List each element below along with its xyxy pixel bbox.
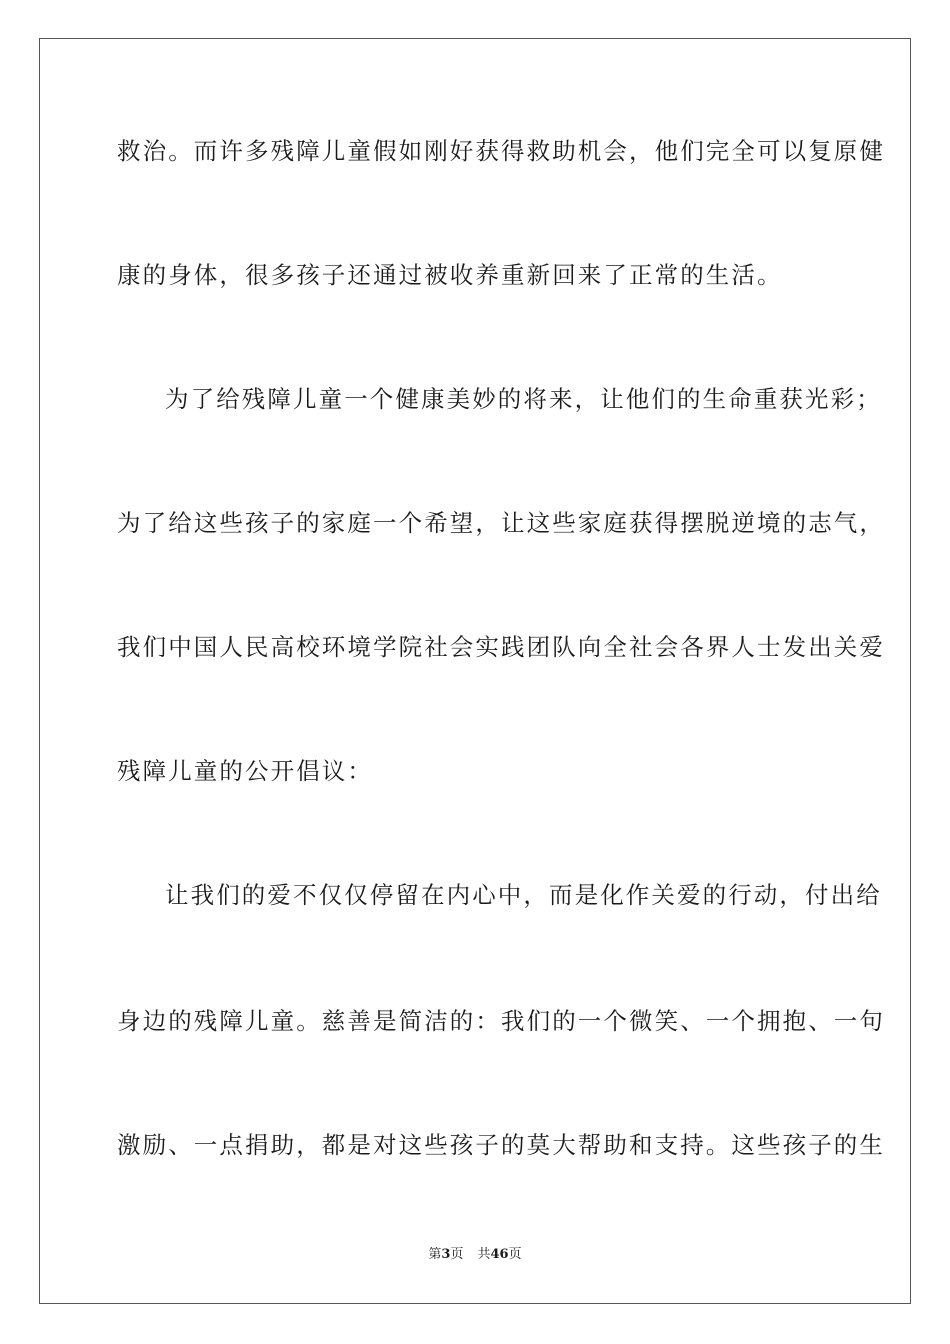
body-text-line-1: 救治。而许多残障儿童假如刚好获得救助机会，他们完全可以复原健 [117, 137, 885, 165]
body-text-line-6: 残障儿童的公开倡议： [117, 757, 373, 785]
page-footer [0, 1246, 950, 1264]
footer-total-suffix: 页 [508, 1247, 522, 1262]
body-text-line-2: 康的身体，很多孩子还通过被收养重新回来了正常的生活。 [117, 261, 783, 289]
body-text-line-8: 身边的残障儿童。慈善是简洁的：我们的一个微笑、一个拥抱、一句 [117, 1007, 885, 1035]
paragraph-start-line-7: 让我们的爱不仅仅停留在内心中，而是化作关爱的行动，付出给 [165, 881, 882, 909]
body-text-line-4: 为了给这些孩子的家庭一个希望，让这些家庭获得摆脱逆境的志气， [117, 509, 885, 537]
footer-total-pages: 46 [490, 1247, 509, 1262]
footer-page-prefix: 第 [428, 1247, 442, 1262]
footer-page-suffix: 页 [450, 1247, 464, 1262]
page-border [39, 38, 911, 1304]
footer-page-number: 3 [441, 1247, 451, 1262]
body-text-line-5: 我们中国人民高校环境学院社会实践团队向全社会各界人士发出关爱 [117, 633, 885, 661]
paragraph-start-line-3: 为了给残障儿童一个健康美妙的将来，让他们的生命重获光彩； [165, 385, 882, 413]
body-text-line-9: 激励、一点捐助，都是对这些孩子的莫大帮助和支持。这些孩子的生 [117, 1131, 885, 1159]
footer-total-prefix: 共 [477, 1247, 491, 1262]
